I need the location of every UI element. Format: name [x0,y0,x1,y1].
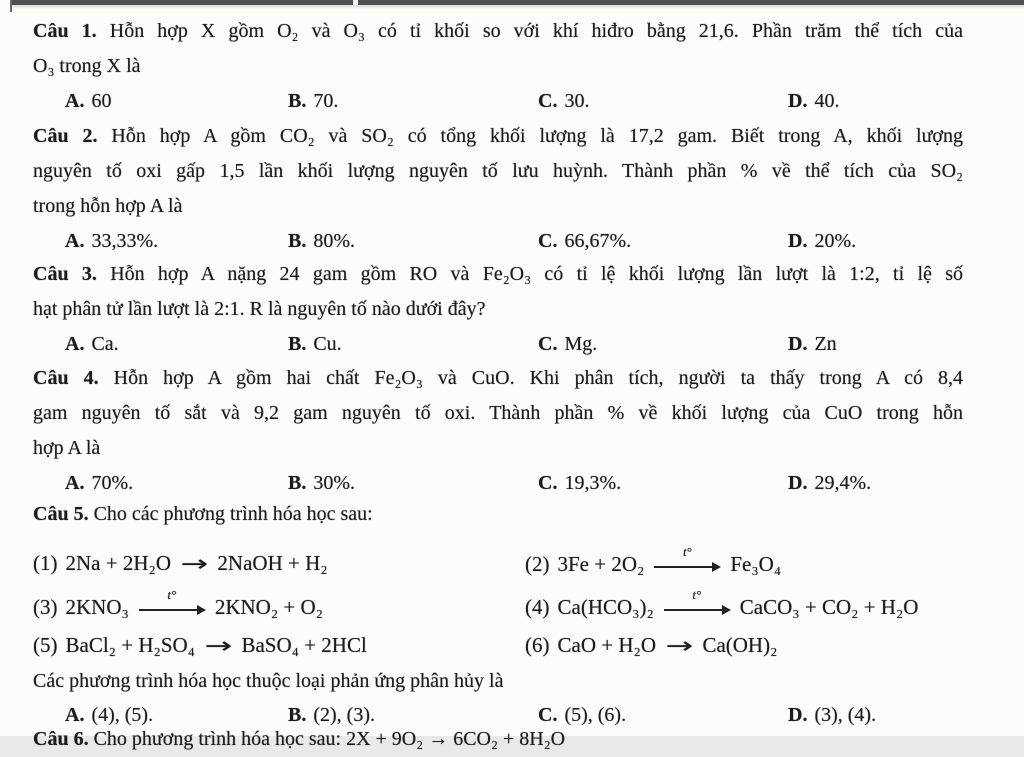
question-label: Câu 6. [33,728,89,750]
option-text: (2), (3). [313,704,375,726]
question-label: Câu 3. [33,263,97,285]
option-label: D. [788,333,808,355]
arrow-shaft [139,609,201,611]
option-text: 66,67%. [564,230,632,252]
question-text: hạt phân tử lần lượt là 2:1. R là nguyên tố nào dưới đây? [33,298,486,320]
question-label: Câu 5. [33,503,89,525]
option-label: C. [538,90,558,112]
option-text: (3), (4). [814,704,877,726]
equation-number: (3) [33,594,58,619]
heat-arrow-icon [139,586,205,617]
option-label: B. [288,230,307,252]
option-a [65,84,288,119]
equation-list [33,542,963,664]
equation-number: (4) [525,594,550,619]
option-text: 33,33%. [91,230,159,252]
scan-artifact-notch [353,0,358,5]
question-5 [33,497,963,733]
option-label: D. [788,90,808,112]
option-label: A. [65,472,85,494]
right-arrow-icon: → [204,634,233,659]
heat-arrow-icon [654,543,720,574]
equation-4 [525,586,963,620]
option-b [288,224,538,259]
question-text: Hỗn hợp X gồm O₂ và O₃ có tỉ khối so với khí hiđro bằng 21,6. Phần trăm thể tích của [109,20,964,42]
option-label: A. [65,90,85,112]
option-label: D. [788,472,808,494]
option-a [65,327,288,362]
equation-rhs: Fe₃O₄ [730,551,782,576]
question-text: hợp A là [33,437,101,459]
option-label: B. [288,333,307,355]
question-label: Câu 4. [33,367,99,389]
temperature-condition: t° [682,543,692,559]
question-text-line [33,257,963,292]
equation-number: (6) [525,633,550,657]
option-c [538,327,788,362]
question-text: Cho các phương trình hóa học sau: [93,503,373,525]
option-c [538,466,788,501]
question-text-line [33,396,963,431]
temperature-condition: t° [692,586,702,602]
question-text-line [33,154,963,189]
option-d [788,224,963,259]
option-text: 40. [814,90,840,112]
partial-next-question [33,722,963,757]
arrow-shaft [654,566,716,568]
question-3 [33,257,963,362]
equation-lhs: 2Na + 2H₂O [65,551,171,575]
option-text: Zn [814,333,837,355]
equation-row [33,628,963,664]
option-b [288,84,538,119]
question-text-line [33,431,963,466]
option-d [788,466,963,501]
equation-2 [525,543,963,577]
equation-lhs: Ca(HCO₃)₂ [557,594,654,619]
question-text-line [33,292,963,327]
equation-rhs: BaSO₄ + 2HCl [241,633,367,657]
option-label: B. [288,90,307,112]
temperature-condition: t° [167,586,177,602]
option-a [65,224,288,259]
option-text: 60 [91,90,112,112]
question-text-line [33,361,963,396]
option-a [65,466,288,501]
heat-arrow-icon [664,586,730,617]
option-label: A. [65,230,85,252]
equation-rhs: CaCO₃ + CO₂ + H₂O [739,594,919,619]
option-label: B. [288,472,307,494]
equation-3 [33,586,525,620]
right-arrow-icon: → [180,552,209,577]
option-b [288,466,538,501]
question-text-line [33,497,963,532]
answer-options-row [33,84,963,119]
equation-rhs: Ca(OH)₂ [702,633,778,657]
equation-rhs: 2KNO₂ + O₂ [214,594,323,619]
option-b [288,327,538,362]
question-4 [33,361,963,501]
question-closing-text: Các phương trình hóa học thuộc loại phản ứng phân hủy là [33,670,504,692]
question-text: gam nguyên tố sắt và 9,2 gam nguyên tố oxi. Thành phần % về khối lượng của CuO trong hỗn [33,402,963,424]
question-text: Hỗn hợp A gồm hai chất Fe₂O₃ và CuO. Khi phân tích, người ta thấy trong A có 8,4 [113,367,963,389]
option-label: C. [538,230,558,252]
equation-number: (1) [33,551,58,575]
option-label: D. [788,704,808,726]
option-c [538,84,788,119]
option-text: (4), (5). [91,704,154,726]
answer-options-row [33,327,963,362]
option-label: B. [288,704,307,726]
equation-row [33,586,963,628]
option-label: A. [65,704,85,726]
question-text: trong hỗn hợp A là [33,195,183,217]
question-text: O₃ trong X là [33,55,141,77]
option-label: A. [65,333,85,355]
equation-6 [525,633,963,659]
equation-row [33,542,963,586]
option-label: C. [538,472,558,494]
equation-number: (5) [33,633,58,657]
equation-1 [33,551,525,577]
option-text: 80%. [313,230,356,252]
option-text: Cu. [313,333,342,355]
arrow-shaft [664,609,726,611]
equation-lhs: BaCl₂ + H₂SO₄ [65,633,195,657]
question-label: Câu 2. [33,125,98,147]
option-text: Mg. [564,333,598,355]
option-text: 70. [313,90,339,112]
question-text: Cho phương trình hóa học sau: 2X + 9O₂ → 6CO₂ + 8H₂O [93,728,566,750]
question-text-line [33,14,963,49]
equation-rhs: 2NaOH + H₂ [217,551,328,575]
right-arrow-icon: → [665,634,694,659]
option-text: 19,3%. [564,472,622,494]
question-text-line [33,119,963,154]
equation-number: (2) [525,551,550,576]
question-text-line [33,722,963,757]
option-label: D. [788,230,808,252]
scan-artifact-bar-shadow [10,5,1024,9]
option-d [788,84,963,119]
option-text: 29,4%. [814,472,872,494]
question-1 [33,14,963,119]
option-text: Ca. [91,333,119,355]
equation-5 [33,633,525,659]
option-d [788,327,963,362]
equation-lhs: 2KNO₃ [65,594,129,619]
question-text: nguyên tố oxi gấp 1,5 lần khối lượng nguyên tố lưu huỳnh. Thành phần % về thể tích của SO₂ [33,160,963,182]
option-text: (5), (6). [564,704,627,726]
scan-artifact-tick [10,0,12,12]
option-label: C. [538,704,558,726]
option-label: C. [538,333,558,355]
question-text: Hỗn hợp A nặng 24 gam gồm RO và Fe₂O₃ có tỉ lệ khối lượng lần lượt là 1:2, tỉ lệ số [110,263,963,285]
option-text: 30%. [313,472,356,494]
answer-options-row [33,224,963,259]
option-text: 70%. [91,472,134,494]
question-label: Câu 1. [33,20,97,42]
option-text: 30. [564,90,590,112]
option-c [538,224,788,259]
option-text: 20%. [814,230,857,252]
question-text-line [33,49,963,84]
question-2 [33,119,963,259]
question-text: Hỗn hợp A gồm CO₂ và SO₂ có tổng khối lượng là 17,2 gam. Biết trong A, khối lượng [111,125,964,147]
equation-lhs: 3Fe + 2O₂ [557,551,645,576]
equation-lhs: CaO + H₂O [557,633,656,657]
question-text-line [33,189,963,224]
answer-options-row [33,466,963,501]
